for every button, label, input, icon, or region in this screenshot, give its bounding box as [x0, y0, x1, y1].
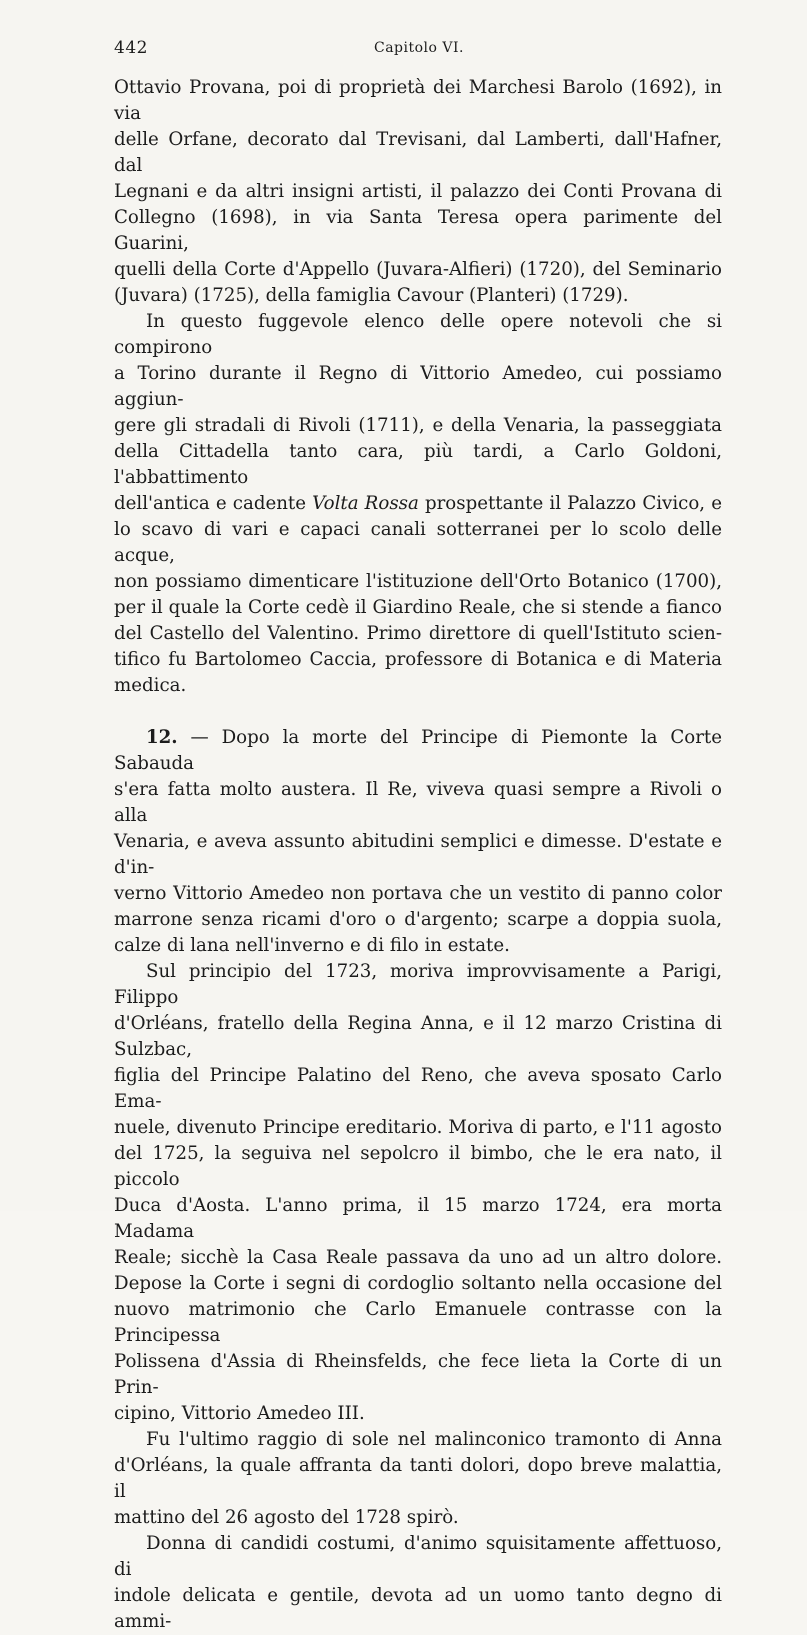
text-line: lo scavo di vari e capaci canali sotterranei per lo scolo delle acque,: [114, 519, 722, 566]
text-line: nuovo matrimonio che Carlo Emanuele contrasse con la Principessa: [114, 1299, 722, 1346]
text-line: quelli della Corte d'Appello (Juvara-Alfieri) (1720), del Seminario: [114, 259, 722, 280]
text-line: verno Vittorio Amedeo non portava che un vestito di panno color: [114, 883, 722, 904]
section-number: 12.: [146, 727, 178, 748]
text-fragment: dell'antica e cadente: [114, 493, 307, 514]
text-line: gere gli stradali di Rivoli (1711), e della Venaria, la passeggiata: [114, 415, 722, 436]
text-line: delle Orfane, decorato dal Trevisani, dal Lamberti, dall'Hafner, dal: [114, 129, 722, 176]
running-head: Capitolo VI.: [374, 40, 464, 56]
text-line: del 1725, la seguiva nel sepolcro il bimbo, che le era nato, il piccolo: [114, 1143, 722, 1190]
paragraph-4: [114, 959, 722, 1427]
page-number: 442: [114, 38, 148, 58]
text-line: cipino, Vittorio Amedeo III.: [114, 1403, 365, 1424]
section-12-paragraph: [114, 725, 722, 959]
text-line: mattino del 26 agosto del 1728 spirò.: [114, 1507, 459, 1528]
text-line: della Cittadella tanto cara, più tardi, a Carlo Goldoni, l'abbattimento: [114, 441, 722, 488]
text-line: per il quale la Corte cedè il Giardino Reale, che si stende a fianco: [114, 597, 722, 618]
text-line-with-section-number: [114, 725, 722, 777]
italic-term: Volta Rossa: [312, 493, 419, 514]
paragraph-5: [114, 1427, 722, 1531]
text-line: Reale; sicchè la Casa Reale passava da uno ad un altro dolore.: [114, 1247, 722, 1268]
text-line: figlia del Principe Palatino del Reno, che aveva sposato Carlo Ema-: [114, 1065, 722, 1112]
text-line: a Torino durante il Regno di Vittorio Amedeo, cui possiamo aggiun-: [114, 363, 722, 410]
text-line: Legnani e da altri insigni artisti, il palazzo dei Conti Provana di: [114, 181, 722, 202]
text-line: s'era fatta molto austera. Il Re, viveva quasi sempre a Rivoli o alla: [114, 779, 722, 826]
paragraph-1: [114, 75, 722, 309]
text-line: del Castello del Valentino. Primo direttore di quell'Istituto scien-: [114, 623, 722, 644]
text-line: Duca d'Aosta. L'anno prima, il 15 marzo 1724, era morta Madama: [114, 1195, 722, 1242]
text-line: Polissena d'Assia di Rheinsfelds, che fece lieta la Corte di un Prin-: [114, 1351, 722, 1398]
text-line: d'Orléans, fratello della Regina Anna, e il 12 marzo Cristina di Sulzbac,: [114, 1013, 722, 1060]
text-fragment: prospettante il Palazzo Civico, e: [424, 493, 722, 514]
text-line: tifico fu Bartolomeo Caccia, professore di Botanica e di Materia: [114, 649, 722, 670]
text-line: Fu l'ultimo raggio di sole nel malinconico tramonto di Anna: [146, 1429, 722, 1450]
text-line: Collegno (1698), in via Santa Teresa opera parimente del Guarini,: [114, 207, 722, 254]
text-line: calze di lana nell'inverno e di filo in estate.: [114, 935, 510, 956]
text-line: indole delicata e gentile, devota ad un uomo tanto degno di ammi-: [114, 1585, 722, 1632]
paragraph-6: [114, 1531, 722, 1635]
text-line: In questo fuggevole elenco delle opere notevoli che si compirono: [114, 311, 722, 358]
text-line: (Juvara) (1725), della famiglia Cavour (Planteri) (1729).: [114, 285, 629, 306]
text-line: Ottavio Provana, poi di proprietà dei Marchesi Barolo (1692), in via: [114, 77, 722, 124]
text-fragment: — Dopo la morte del Principe di Piemonte la Corte Sabauda: [114, 727, 722, 774]
page-header: [114, 38, 724, 60]
text-line: Depose la Corte i segni di cordoglio soltanto nella occasione del: [114, 1273, 722, 1294]
text-line: d'Orléans, la quale affranta da tanti dolori, dopo breve malattia, il: [114, 1455, 722, 1502]
text-line: Sul principio del 1723, moriva improvvisamente a Parigi, Filippo: [114, 961, 722, 1008]
text-line: medica.: [114, 675, 187, 696]
paragraph-2: [114, 309, 722, 699]
text-line-with-italic: [114, 491, 722, 517]
text-line: non possiamo dimenticare l'istituzione dell'Orto Botanico (1700),: [114, 571, 722, 592]
text-line: marrone senza ricami d'oro o d'argento; scarpe a doppia suola,: [114, 909, 722, 930]
page-body: [114, 75, 722, 1635]
text-line: Donna di candidi costumi, d'animo squisitamente affettuoso, di: [114, 1533, 722, 1580]
text-line: nuele, divenuto Principe ereditario. Moriva di parto, e l'11 agosto: [114, 1117, 722, 1138]
text-line: Venaria, e aveva assunto abitudini semplici e dimesse. D'estate e d'in-: [114, 831, 722, 878]
